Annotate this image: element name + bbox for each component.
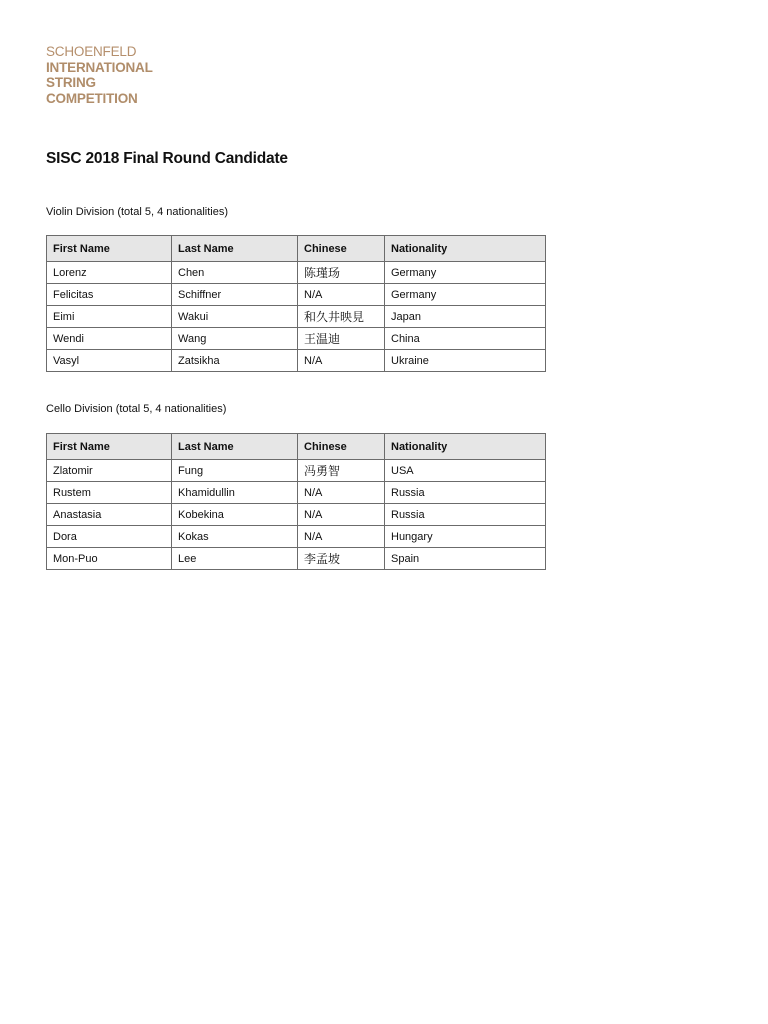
competition-logo — [46, 44, 153, 106]
violin-candidates-table — [46, 235, 546, 372]
nationality-cell: Russia — [385, 504, 546, 526]
last-name-cell: Wakui — [172, 306, 298, 328]
violin-division-caption: Violin Division (total 5, 4 nationalities) — [46, 206, 228, 218]
table-row — [47, 460, 546, 482]
logo-line-3: STRING — [46, 75, 96, 90]
first-name-cell: Lorenz — [47, 262, 172, 284]
table-row — [47, 350, 546, 372]
first-name-cell: Anastasia — [47, 504, 172, 526]
table-row — [47, 328, 546, 350]
first-name-cell: Dora — [47, 526, 172, 548]
chinese-name-cell: N/A — [298, 482, 385, 504]
chinese-name-cell: 王温迪 — [298, 328, 385, 350]
nationality-cell: Germany — [385, 262, 546, 284]
nationality-cell: Ukraine — [385, 350, 546, 372]
first-name-cell: Zlatomir — [47, 460, 172, 482]
last-name-cell: Khamidullin — [172, 482, 298, 504]
first-name-cell: Mon-Puo — [47, 548, 172, 570]
column-header-chinese: Chinese — [298, 236, 385, 262]
nationality-cell: Spain — [385, 548, 546, 570]
nationality-cell: Japan — [385, 306, 546, 328]
table-row — [47, 262, 546, 284]
column-header-last-name: Last Name — [172, 434, 298, 460]
chinese-name-cell: 陈瑾玚 — [298, 262, 385, 284]
nationality-cell: Russia — [385, 482, 546, 504]
nationality-cell: China — [385, 328, 546, 350]
cello-division-caption: Cello Division (total 5, 4 nationalities) — [46, 403, 227, 415]
cello-candidates-table — [46, 433, 546, 570]
chinese-name-cell: N/A — [298, 526, 385, 548]
table-row — [47, 548, 546, 570]
column-header-nationality: Nationality — [385, 236, 546, 262]
first-name-cell: Eimi — [47, 306, 172, 328]
first-name-cell: Felicitas — [47, 284, 172, 306]
logo-line-4: COMPETITION — [46, 90, 138, 106]
logo-line-2: INTERNATIONAL — [46, 59, 153, 75]
column-header-last-name: Last Name — [172, 236, 298, 262]
first-name-cell: Vasyl — [47, 350, 172, 372]
last-name-cell: Fung — [172, 460, 298, 482]
chinese-name-cell: N/A — [298, 350, 385, 372]
nationality-cell: Hungary — [385, 526, 546, 548]
last-name-cell: Kobekina — [172, 504, 298, 526]
nationality-cell: Germany — [385, 284, 546, 306]
document-title: SISC 2018 Final Round Candidate — [46, 150, 288, 167]
last-name-cell: Wang — [172, 328, 298, 350]
last-name-cell: Kokas — [172, 526, 298, 548]
last-name-cell: Chen — [172, 262, 298, 284]
chinese-name-cell: N/A — [298, 284, 385, 306]
column-header-first-name: First Name — [47, 236, 172, 262]
table-row — [47, 284, 546, 306]
table-row — [47, 306, 546, 328]
chinese-name-cell: 李孟坡 — [298, 548, 385, 570]
last-name-cell: Zatsikha — [172, 350, 298, 372]
last-name-cell: Schiffner — [172, 284, 298, 306]
table-header-row — [47, 236, 546, 262]
column-header-first-name: First Name — [47, 434, 172, 460]
logo-line-1: SCHOENFELD — [46, 44, 137, 59]
chinese-name-cell: 冯勇智 — [298, 460, 385, 482]
chinese-name-cell: 和久井映見 — [298, 306, 385, 328]
table-row — [47, 482, 546, 504]
table-row — [47, 526, 546, 548]
last-name-cell: Lee — [172, 548, 298, 570]
first-name-cell: Wendi — [47, 328, 172, 350]
first-name-cell: Rustem — [47, 482, 172, 504]
table-row — [47, 504, 546, 526]
column-header-chinese: Chinese — [298, 434, 385, 460]
column-header-nationality: Nationality — [385, 434, 546, 460]
nationality-cell: USA — [385, 460, 546, 482]
table-header-row — [47, 434, 546, 460]
chinese-name-cell: N/A — [298, 504, 385, 526]
